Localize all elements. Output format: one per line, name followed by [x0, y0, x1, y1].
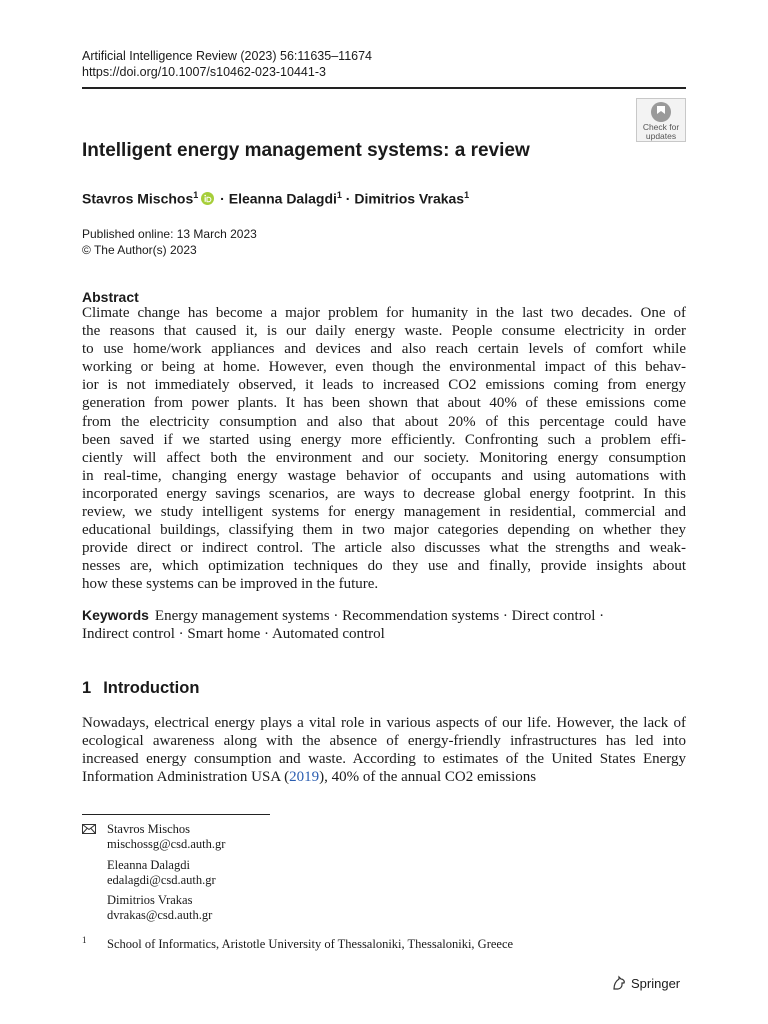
intro-line: ), 40% of the annual CO2 emissions [319, 769, 537, 786]
section-heading [82, 678, 199, 698]
abstract-line: to use home/work appliances and devices and also reach certain levels of comfort while [82, 341, 686, 358]
abstract-line: generation from power plants. It has been shown that about 40% of these emissions come [82, 395, 686, 412]
abstract-line: in real-time, changing energy wastage behavior of occupants and using automations with [82, 467, 686, 484]
abstract-line: been saved if we started using energy more efficiently. Confronting such a problem effi- [82, 431, 686, 448]
badge-line-1: Check for [642, 122, 680, 132]
journal-citation: Artificial Intelligence Review (2023) 56:11635–11674 [82, 49, 372, 63]
contact-name: Dimitrios Vrakas [107, 893, 193, 907]
abstract-line: Climate change has become a major problem for humanity in the last two decades. One of [82, 305, 686, 321]
author-list [82, 185, 469, 209]
abstract-line: nesses are, which optimization techniques do they use and finally, provide insights about [82, 558, 686, 575]
intro-line: States Energy Information Administration USA ( [82, 751, 687, 786]
keywords-line-2: Indirect control · Smart home · Automated control [82, 626, 385, 643]
citation-link[interactable]: 2019 [289, 769, 320, 786]
intro-line: Nowadays, electrical energy plays a vital role in various aspects of our life. However, the [82, 715, 639, 731]
footnote-rule [82, 814, 270, 815]
keywords [82, 606, 686, 643]
springer-horse-icon [611, 975, 627, 991]
mail-icon [82, 824, 96, 834]
abstract-line: how these systems can be improved in the future. [82, 576, 379, 593]
author-separator: · [216, 190, 229, 207]
author-affiliation-marker: 1 [193, 190, 199, 200]
abstract-line: educational buildings, classifying them in two major categories depending on whether they [82, 522, 686, 539]
contact-email[interactable]: edalagdi@csd.auth.gr [107, 873, 216, 887]
keywords-label: Keywords [82, 607, 149, 623]
abstract-line: ior is not immediately observed, it leads to increased CO2 emissions coming from energy [82, 377, 686, 394]
author-affiliation-marker: 1 [336, 190, 342, 200]
contact-email[interactable]: mischossg@csd.auth.gr [107, 837, 226, 851]
intro-line: lack of ecological awareness along with the absence of energy-friendly infrastructures has [82, 715, 686, 750]
header-rule [82, 87, 686, 89]
abstract-line: working or being at home. However, even though the environmental impact of this behav- [82, 359, 686, 376]
author-name[interactable]: Stavros Mischos [82, 190, 194, 207]
badge-line-2: updates [645, 131, 677, 141]
intro-line: led into increased energy consumption and waste. According to estimates of the United [82, 733, 686, 768]
section-number: 1 [82, 679, 92, 697]
abstract-line: incorporated energy savings scenarios, are ways to decrease global energy footprint. In this [82, 485, 686, 502]
published-date: Published online: 13 March 2023 [82, 227, 257, 241]
section-title: Introduction [103, 679, 200, 697]
orcid-icon[interactable] [201, 192, 214, 205]
contact-email[interactable]: dvrakas@csd.auth.gr [107, 908, 213, 922]
author-name[interactable]: Dimitrios Vrakas [354, 190, 465, 207]
abstract-line: provide direct or indirect control. The article also discusses what the strengths and weak- [82, 540, 686, 557]
abstract-line: review, we study intelligent systems for energy management in residential, commercial and [82, 504, 686, 521]
keywords-line-1: Energy management systems · Recommendation systems · Direct control · [154, 608, 605, 624]
contact-name: Eleanna Dalagdi [107, 858, 190, 872]
affiliation-marker: 1 [82, 935, 87, 945]
abstract-heading: Abstract [82, 289, 139, 305]
affiliation: School of Informatics, Aristotle University of Thessaloniki, Thessaloniki, Greece [107, 937, 514, 951]
contact-name: Stavros Mischos [107, 822, 190, 836]
check-for-updates-badge[interactable] [636, 98, 686, 142]
doi-link[interactable]: https://doi.org/10.1007/s10462-023-10441-3 [82, 65, 326, 79]
paper-title: Intelligent energy management systems: a review [82, 140, 530, 161]
author-name[interactable]: Eleanna Dalagdi [228, 190, 337, 207]
author-affiliation-marker: 1 [464, 190, 470, 200]
check-for-updates-icon [649, 101, 673, 123]
abstract-line: ciently will affect both the environment and our society. Monitoring energy consumption [82, 449, 686, 466]
introduction-body [82, 714, 686, 786]
abstract-line: from the electricity consumption and also that about 20% of this percentage could have [82, 413, 686, 430]
author-separator: · [341, 190, 355, 207]
abstract-line: the reasons that caused it, is our daily energy waste. People consume electricity in order [82, 323, 686, 340]
publisher-logo [611, 975, 680, 992]
publisher-name: Springer [631, 976, 681, 991]
copyright-notice: © The Author(s) 2023 [82, 243, 197, 257]
abstract-body [82, 304, 686, 594]
